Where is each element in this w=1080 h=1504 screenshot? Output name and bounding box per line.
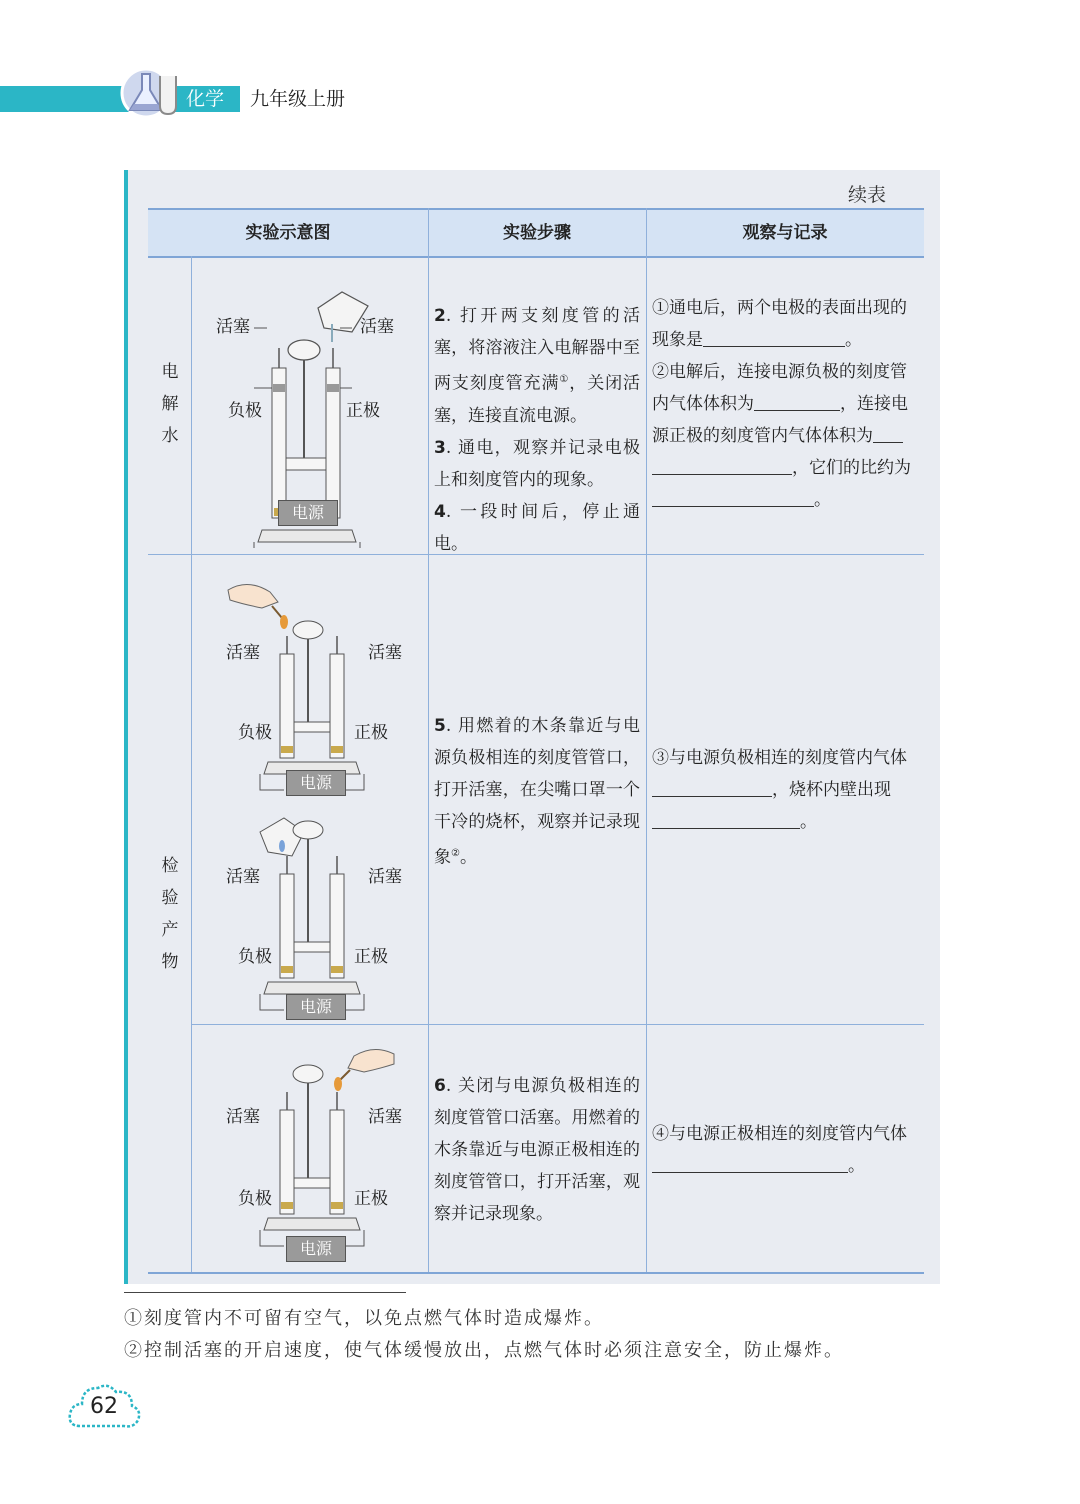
observation-row-1 <box>652 292 920 516</box>
oxygen-test-illustration <box>208 1044 428 1264</box>
observation-text: ③与电源负极相连的刻度管内气体 <box>652 748 907 768</box>
power-source-label: 电源 <box>286 770 346 796</box>
footnote-2: ②控制活塞的开启速度，使气体缓慢放出，点燃气体时必须注意安全，防止爆炸。 <box>124 1340 844 1361</box>
observation-item <box>652 292 920 356</box>
observation-text: 。 <box>800 812 817 832</box>
negative-electrode-label: 负极 <box>228 401 262 421</box>
subject-label: 化学 <box>186 88 225 110</box>
stopcock-label: 活塞 <box>368 1107 402 1127</box>
grid-line <box>646 208 647 1274</box>
observation-text: ①通电后，两个电极的表面出现的现象是 <box>652 298 907 350</box>
footnote-marker: ① <box>559 374 570 385</box>
stopcock-label: 活塞 <box>216 317 250 337</box>
grid-line <box>191 1024 924 1025</box>
hydrogen-test-illustration <box>208 578 428 798</box>
footnote-rule <box>124 1292 406 1293</box>
steps-row-3 <box>434 1070 640 1230</box>
step-number: 5 <box>434 716 446 736</box>
step-item <box>434 300 640 432</box>
answer-blank[interactable] <box>754 392 840 411</box>
positive-electrode-label: 正极 <box>346 401 380 421</box>
answer-blank[interactable] <box>652 810 800 829</box>
observation-row-3 <box>652 1118 920 1182</box>
step-item <box>434 1070 640 1230</box>
negative-electrode-label: 负极 <box>238 723 272 743</box>
steps-row-1 <box>434 300 640 560</box>
panel-accent-bar <box>124 170 128 1284</box>
step-text: ，关闭活塞，连接直流电源。 <box>434 373 641 426</box>
power-source-label: 电源 <box>286 994 346 1020</box>
steps-row-2 <box>434 710 640 874</box>
step-item <box>434 432 640 496</box>
group-label-electrolysis <box>158 356 182 452</box>
observation-item <box>652 1118 920 1182</box>
hydrogen-test-diagram <box>208 578 428 798</box>
step-number: 6 <box>434 1076 446 1096</box>
continued-label: 续表 <box>848 184 887 206</box>
observation-text: ④与电源正极相连的刻度管内气体 <box>652 1124 907 1144</box>
answer-blank[interactable] <box>873 424 903 443</box>
answer-blank[interactable] <box>652 456 792 475</box>
experiment-table <box>148 208 924 1274</box>
observation-text: ，连接电源正极的刻度管内气体体积为 <box>652 394 908 446</box>
positive-electrode-label: 正极 <box>354 1189 388 1209</box>
grid-line <box>428 208 429 1274</box>
answer-blank[interactable] <box>703 328 845 347</box>
step-text: . 一段时间后，停止通电。 <box>434 501 640 554</box>
table-bottom-rule <box>148 1272 924 1274</box>
stopcock-label: 活塞 <box>226 867 260 887</box>
stopcock-label: 活塞 <box>360 317 394 337</box>
positive-electrode-label: 正极 <box>354 723 388 743</box>
negative-electrode-label: 负极 <box>238 947 272 967</box>
step-item <box>434 496 640 560</box>
observation-item <box>652 742 920 838</box>
answer-blank[interactable] <box>652 488 814 507</box>
step-text: . 用燃着的木条靠近与电源负极相连的刻度管管口，打开活塞，在尖嘴口罩一个干冷的烧杯，观察并记录现象 <box>434 716 640 868</box>
answer-blank[interactable] <box>652 1154 848 1173</box>
oxygen-test-diagram <box>208 1044 428 1264</box>
stopcock-label: 活塞 <box>226 1107 260 1127</box>
stopcock-label: 活塞 <box>226 643 260 663</box>
observation-text: 。 <box>814 490 831 510</box>
stopcock-label: 活塞 <box>368 867 402 887</box>
step-text: . 关闭与电源负极相连的刻度管管口活塞。用燃着的木条靠近与电源正极相连的刻度管管口，打开活塞，观察并记录现象。 <box>434 1076 640 1224</box>
observation-text: 。 <box>845 330 862 350</box>
step-text: 。 <box>459 847 477 868</box>
observation-row-2 <box>652 742 920 838</box>
observation-item <box>652 356 920 516</box>
column-header-diagram: 实验示意图 <box>245 223 331 243</box>
electrolyzer-diagram <box>192 268 428 548</box>
power-source-label: 电源 <box>286 1236 346 1262</box>
step-item <box>434 710 640 874</box>
group-label-text: 检验产物 <box>161 856 179 972</box>
beaker-test-diagram <box>208 808 428 1022</box>
step-number: 3 <box>434 437 446 458</box>
page-number: 62 <box>90 1394 118 1419</box>
stopcock-label: 活塞 <box>368 643 402 663</box>
footnote-marker: ② <box>451 848 460 859</box>
flask-icon <box>120 66 178 120</box>
negative-electrode-label: 负极 <box>238 1189 272 1209</box>
observation-text: ，烧杯内壁出现 <box>772 780 891 800</box>
answer-blank[interactable] <box>652 778 772 797</box>
observation-text: 。 <box>848 1156 865 1176</box>
step-number: 4 <box>434 501 446 522</box>
step-text: . 通电，观察并记录电极上和刻度管内的现象。 <box>434 437 640 490</box>
table-header-row <box>148 208 924 258</box>
group-label-text: 电解水 <box>161 362 179 446</box>
footnote-1: ①刻度管内不可留有空气，以免点燃气体时造成爆炸。 <box>124 1308 604 1329</box>
observation-text: ②电解后，连接电源负极的刻度管内气体体积为 <box>652 362 907 414</box>
beaker-test-illustration <box>208 808 428 1022</box>
power-source-label: 电源 <box>278 500 338 526</box>
observation-text: ，它们的比约为 <box>792 458 911 478</box>
positive-electrode-label: 正极 <box>354 947 388 967</box>
column-header-observation: 观察与记录 <box>742 223 828 243</box>
grade-label: 九年级上册 <box>250 88 346 110</box>
step-text: . 打开两支刻度管的活塞，将溶液注入电解器中至两支刻度管充满 <box>434 306 640 394</box>
column-header-steps: 实验步骤 <box>503 223 571 243</box>
step-number: 2 <box>434 306 446 326</box>
group-label-test-products <box>158 850 182 978</box>
